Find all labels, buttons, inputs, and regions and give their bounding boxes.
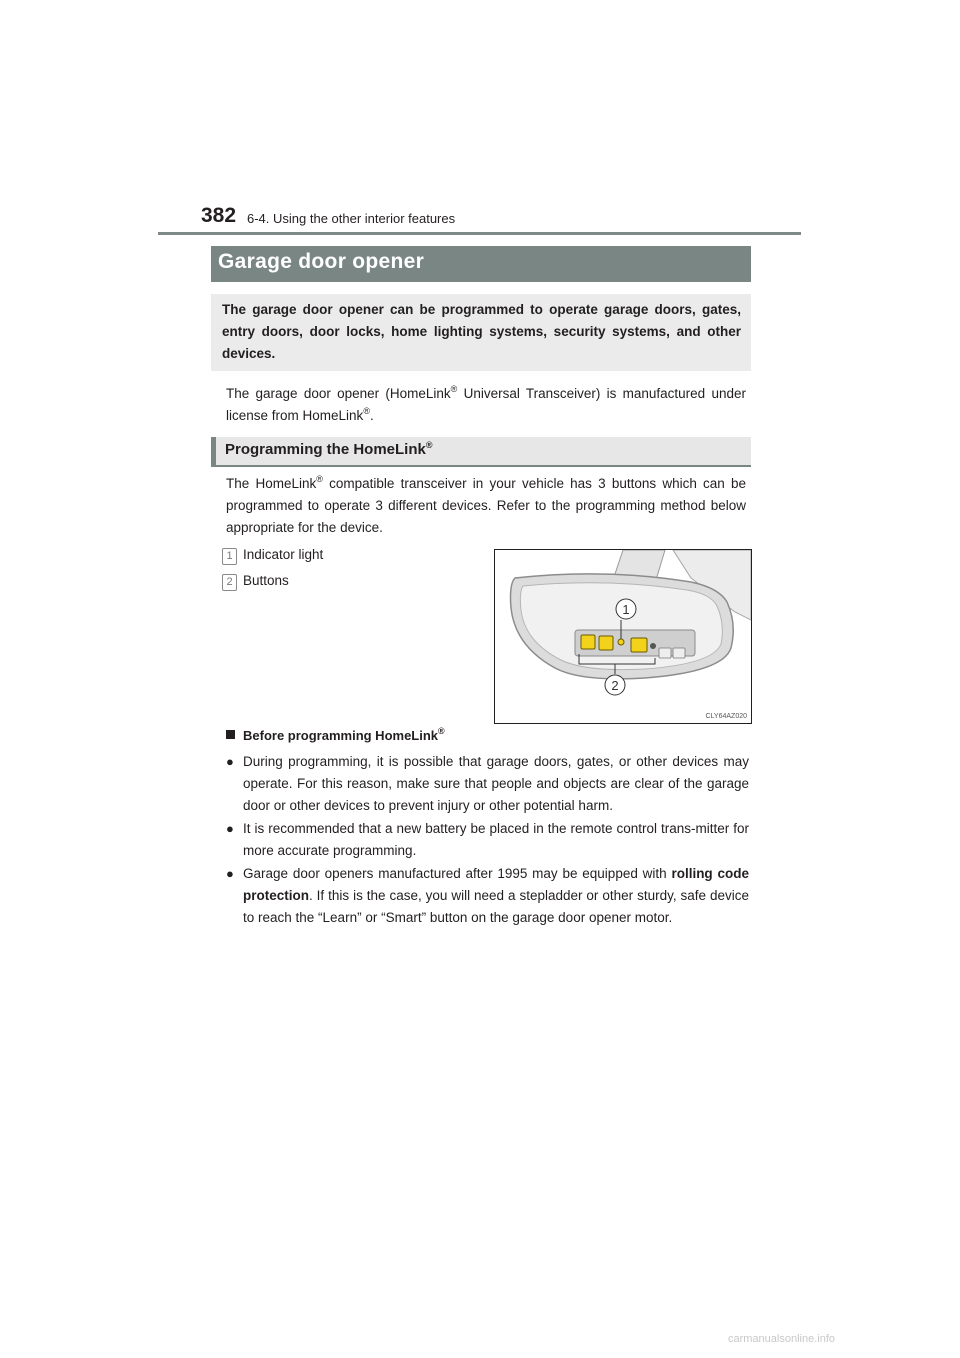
figure-id: CLY64AZ020 bbox=[705, 713, 747, 720]
registered-mark: ® bbox=[425, 440, 433, 450]
subsection-heading bbox=[225, 441, 433, 458]
watermark-link[interactable]: carmanualsonline.info bbox=[728, 1333, 836, 1345]
page-number: 382 bbox=[201, 204, 237, 227]
bullet-text bbox=[243, 863, 749, 929]
before-programming-heading bbox=[226, 728, 445, 743]
registered-mark: ® bbox=[450, 384, 458, 394]
bullet-text: During programming, it is possible that garage doors, gates, or other devices may operate. For this reason, make sure that people and objects are clear of the garage door or other devices to prevent injury or other potential harm. bbox=[243, 754, 749, 813]
bullet-icon: ● bbox=[226, 754, 234, 769]
buttons-label: Buttons bbox=[243, 573, 289, 588]
registered-mark: ® bbox=[438, 726, 445, 736]
registered-mark: ® bbox=[363, 406, 370, 416]
list-item bbox=[226, 751, 749, 817]
indicator-light-label: Indicator light bbox=[243, 547, 324, 562]
registered-mark: ® bbox=[316, 474, 323, 484]
before-heading-text: Before programming HomeLink bbox=[243, 728, 439, 743]
list-item bbox=[226, 863, 749, 929]
manufacture-text-2: Universal Transceiver) is manufactured under license from HomeLink bbox=[226, 386, 746, 423]
section-heading: Garage door opener bbox=[218, 250, 425, 273]
bullet-icon: ● bbox=[226, 821, 234, 836]
callout-number-1: 1 bbox=[622, 602, 630, 617]
bullet-text: It is recommended that a new battery be placed in the remote control trans-mitter for more accurate programming. bbox=[243, 821, 749, 858]
sensor-dot bbox=[650, 643, 656, 649]
subsection-accent bbox=[211, 437, 216, 466]
indicator-light bbox=[618, 639, 624, 645]
mirror-button-o bbox=[673, 648, 685, 658]
bullet-text-before: Garage door openers manufactured after 1995 may be equipped with bbox=[243, 866, 672, 881]
square-bullet-icon bbox=[226, 730, 235, 739]
homelink-text-2: compatible transceiver in your vehicle has 3 buttons which can be programmed to operate 3 different devices. Refer to the programming method below appropriate for the device. bbox=[226, 476, 747, 535]
intro-text: The garage door opener can be programmed to operate garage doors, gates, entry doors, door locks, home lighting systems, security systems, and other devices. bbox=[222, 302, 741, 361]
homelink-button-1 bbox=[581, 635, 595, 649]
item-number-badge: 2 bbox=[222, 574, 237, 591]
mirror-button-i bbox=[659, 648, 671, 658]
bullet-icon: ● bbox=[226, 866, 234, 881]
callout-number-2: 2 bbox=[611, 678, 619, 693]
manufacture-paragraph bbox=[226, 383, 746, 427]
manufacture-text-3: . bbox=[369, 408, 374, 423]
mirror-drawing bbox=[495, 550, 751, 723]
rolling-code-term: rolling code protection bbox=[243, 866, 749, 903]
manufacture-text-1: The garage door opener (HomeLink bbox=[226, 386, 451, 401]
list-item bbox=[226, 818, 749, 862]
item-number-badge: 1 bbox=[222, 548, 237, 565]
homelink-paragraph bbox=[226, 473, 746, 539]
section-title: 6-4. Using the other interior features bbox=[247, 211, 456, 226]
homelink-text-1: The HomeLink bbox=[226, 476, 317, 491]
bullet-text-after: . If this is the case, you will need a stepladder or other sturdy, safe device to reach the “Learn” or “Smart” button on the garage door opener motor. bbox=[243, 888, 749, 925]
header-divider bbox=[158, 232, 801, 235]
subsection-heading-text: Programming the HomeLink bbox=[225, 441, 426, 458]
subsection-divider bbox=[211, 465, 751, 467]
homelink-button-2 bbox=[599, 636, 613, 650]
rearview-mirror-illustration bbox=[494, 549, 752, 724]
homelink-button-3 bbox=[631, 638, 647, 652]
